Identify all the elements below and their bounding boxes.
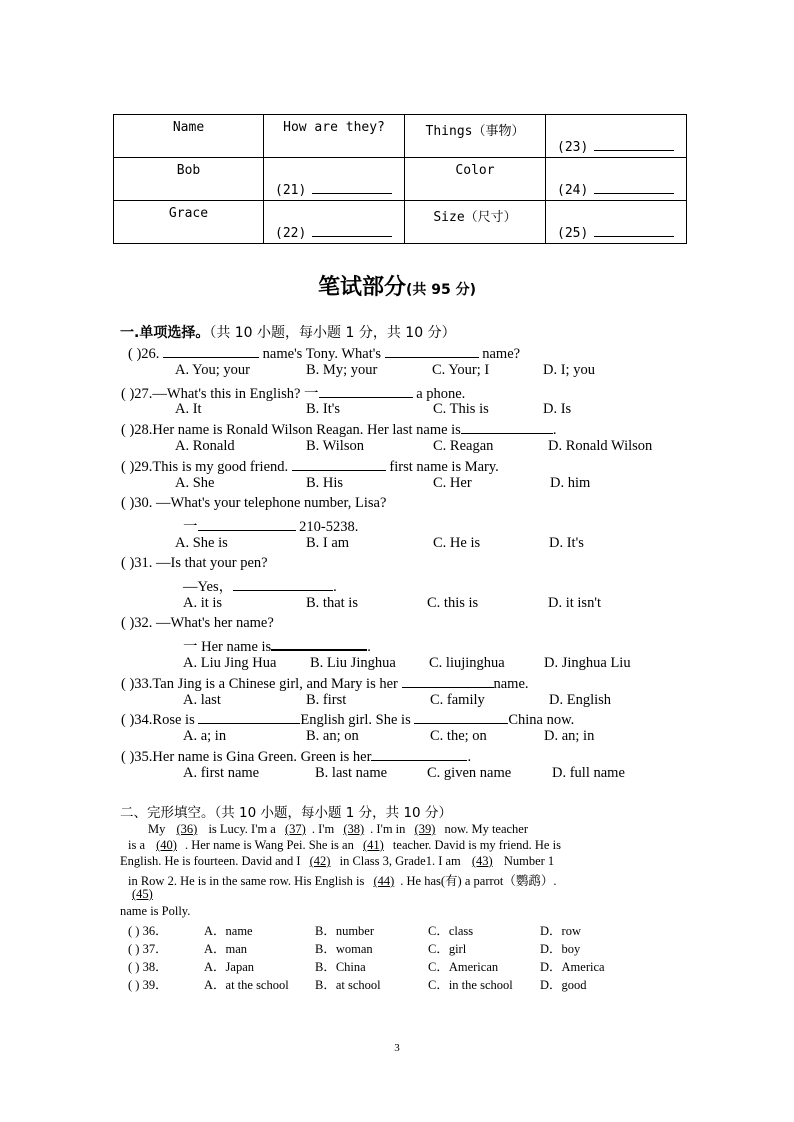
option-d[interactable]: D. an; in bbox=[544, 728, 595, 744]
blank-24-label: (24) bbox=[557, 183, 589, 198]
option-c[interactable]: C．class bbox=[428, 924, 474, 938]
question-text: —What's this in English? 一 bbox=[152, 386, 319, 402]
table-cell bbox=[264, 115, 405, 158]
option-b[interactable]: B．woman bbox=[315, 942, 373, 956]
blank-25-label: (25) bbox=[557, 226, 589, 241]
passage-line: English. He is fourteen. David and I (42) in Class 3, Grade1. I am (43) Number 1 bbox=[120, 854, 555, 868]
option-a[interactable]: A. last bbox=[183, 692, 221, 708]
question-text: This is my good friend. bbox=[152, 459, 289, 475]
table-cell bbox=[405, 158, 546, 201]
option-d[interactable]: D. I; you bbox=[543, 362, 595, 378]
question-33 bbox=[121, 674, 529, 693]
question-number: ( )35. bbox=[121, 749, 153, 765]
question-number: ( )27. bbox=[121, 386, 153, 402]
question-number: ( )32. bbox=[121, 615, 153, 631]
question-text: . bbox=[467, 749, 472, 765]
passage-line: My (36) is Lucy. I'm a (37) . I'm (38) . I'm in (39) now. My teacher bbox=[148, 822, 529, 836]
table-cell bbox=[546, 158, 687, 201]
option-a[interactable]: A. first name bbox=[183, 765, 260, 781]
answer-blank[interactable] bbox=[233, 577, 333, 591]
answer-blank[interactable] bbox=[312, 183, 392, 194]
option-a[interactable]: A. Liu Jing Hua bbox=[183, 655, 277, 671]
option-d[interactable]: D．boy bbox=[540, 942, 581, 956]
label-color: Color bbox=[455, 163, 495, 178]
question-26 bbox=[128, 344, 520, 363]
dash: 一 bbox=[183, 519, 198, 535]
answer-blank[interactable] bbox=[163, 344, 259, 358]
option-c[interactable]: C．in the school bbox=[428, 978, 513, 992]
answer-blank[interactable] bbox=[292, 457, 386, 471]
option-c[interactable]: C. He is bbox=[433, 535, 481, 551]
question-34 bbox=[121, 710, 574, 729]
answer-blank[interactable] bbox=[594, 183, 674, 194]
option-b[interactable]: B. that is bbox=[306, 595, 358, 611]
dash: —Yes， bbox=[183, 579, 234, 595]
option-b[interactable]: B. Liu Jinghua bbox=[310, 655, 396, 671]
option-c[interactable]: C. Her bbox=[433, 475, 472, 491]
section1-heading bbox=[120, 322, 456, 342]
table-cell bbox=[405, 201, 546, 244]
answer-blank[interactable] bbox=[385, 344, 479, 358]
question-29 bbox=[121, 457, 499, 476]
question-text: English girl. She is bbox=[300, 712, 411, 728]
question-35 bbox=[121, 747, 471, 766]
question-32 bbox=[121, 615, 274, 632]
table-row bbox=[114, 158, 687, 201]
cloze-blank-45[interactable]: (45) bbox=[132, 887, 153, 901]
option-d[interactable]: D. him bbox=[550, 475, 591, 491]
table-cell bbox=[264, 158, 405, 201]
option-b[interactable]: B．at school bbox=[315, 978, 381, 992]
option-c[interactable]: C. the; on bbox=[430, 728, 487, 744]
question-number: ( )26. bbox=[128, 346, 160, 362]
answer-blank[interactable] bbox=[414, 710, 508, 724]
answer-blank[interactable] bbox=[198, 710, 300, 724]
question-number: ( )28. bbox=[121, 422, 153, 438]
name-grace: Grace bbox=[168, 206, 209, 221]
page-number: 3 bbox=[394, 1042, 400, 1054]
question-text: a phone. bbox=[416, 386, 466, 402]
option-b[interactable]: B. My; your bbox=[306, 362, 378, 378]
table-row bbox=[114, 201, 687, 244]
cloze-question-37: ( ) 37． bbox=[128, 942, 168, 956]
blank-22-label: (22) bbox=[275, 226, 307, 241]
question-31 bbox=[121, 555, 268, 572]
table-cell bbox=[546, 115, 687, 158]
cloze-question-39: ( ) 39． bbox=[128, 978, 168, 992]
option-c[interactable]: C. Your; I bbox=[432, 362, 490, 378]
option-b[interactable]: B．number bbox=[315, 924, 375, 938]
option-b[interactable]: B. Wilson bbox=[306, 438, 364, 454]
question-text: —What's her name? bbox=[156, 615, 274, 631]
option-d[interactable]: D．America bbox=[540, 960, 605, 974]
answer-blank[interactable] bbox=[312, 226, 392, 237]
option-b[interactable]: B. first bbox=[306, 692, 347, 708]
question-text: . bbox=[552, 422, 557, 438]
cloze-blank-41[interactable]: (41) bbox=[362, 838, 384, 852]
option-d[interactable]: D．row bbox=[540, 924, 581, 938]
option-b[interactable]: B．China bbox=[315, 960, 366, 974]
question-text: Her name is Gina Green. Green is her bbox=[152, 749, 372, 765]
question-30-answer-line bbox=[183, 515, 358, 536]
question-text: name. bbox=[493, 676, 529, 692]
header-things: Things（事物） bbox=[425, 124, 525, 139]
option-a[interactable]: A. It bbox=[175, 401, 202, 417]
section-title bbox=[0, 270, 794, 301]
passage-line: name is Polly. bbox=[120, 904, 191, 918]
option-b[interactable]: B. last name bbox=[315, 765, 388, 781]
question-text: —What's your telephone number, Lisa? bbox=[156, 495, 387, 511]
question-text: name? bbox=[482, 346, 521, 362]
answer-blank[interactable] bbox=[371, 747, 467, 761]
option-d[interactable]: D. Is bbox=[543, 401, 572, 417]
title-sub: (共 95 分) bbox=[405, 282, 477, 298]
question-text: Her name is Ronald Wilson Reagan. Her last name is bbox=[152, 422, 461, 438]
table-row bbox=[114, 115, 687, 158]
option-d[interactable]: D. Jinghua Liu bbox=[544, 655, 631, 671]
question-31-answer-line bbox=[183, 575, 337, 596]
table-cell bbox=[114, 158, 264, 201]
answer-blank[interactable] bbox=[198, 517, 296, 531]
label-size: Size（尺寸） bbox=[433, 210, 517, 225]
table-cell bbox=[114, 201, 264, 244]
section2-heading: 二、完形填空。（共 10 小题，每小题 1 分，共 10 分） bbox=[120, 805, 452, 821]
question-number: ( )33. bbox=[121, 676, 153, 692]
option-b[interactable]: B. I am bbox=[306, 535, 350, 551]
option-c[interactable]: C. This is bbox=[433, 401, 489, 417]
option-c[interactable]: C. liujinghua bbox=[429, 655, 505, 671]
option-a[interactable]: A. She is bbox=[175, 535, 228, 551]
name-bob: Bob bbox=[176, 163, 201, 178]
question-number: ( )29. bbox=[121, 459, 153, 475]
question-30 bbox=[121, 495, 386, 512]
option-b[interactable]: B. an; on bbox=[306, 728, 359, 744]
option-b[interactable]: B. It's bbox=[306, 401, 341, 417]
cloze-blank-39[interactable]: (39) bbox=[414, 822, 436, 836]
option-a[interactable]: A. She bbox=[175, 475, 215, 491]
cloze-blank-44[interactable]: (44) bbox=[373, 874, 395, 888]
header-how: How are they? bbox=[283, 120, 385, 135]
option-a[interactable]: A. You; your bbox=[175, 362, 250, 378]
option-d[interactable]: D. It's bbox=[549, 535, 584, 551]
title-main: 笔试部分 bbox=[317, 275, 406, 300]
passage-line: is a (40) . Her name is Wang Pei. She is an (41) teacher. David is my friend. He is bbox=[128, 838, 561, 852]
answer-blank[interactable] bbox=[402, 674, 494, 688]
question-text: 210-5238. bbox=[299, 519, 359, 535]
option-c[interactable]: C．American bbox=[428, 960, 499, 974]
answer-blank[interactable] bbox=[594, 226, 674, 237]
option-a[interactable]: A．at the school bbox=[204, 978, 289, 992]
question-text: China now. bbox=[508, 712, 575, 728]
question-32-answer-line bbox=[183, 635, 371, 656]
section1-heading-bold: 一.单项选择。 bbox=[120, 325, 210, 341]
question-number: ( )30. bbox=[121, 495, 153, 511]
cloze-blank-37[interactable]: (37) bbox=[284, 822, 306, 836]
cloze-blank-40[interactable]: (40) bbox=[156, 838, 177, 852]
option-c[interactable]: C．girl bbox=[428, 942, 467, 956]
option-a[interactable]: A. it is bbox=[183, 595, 223, 611]
blank-21-label: (21) bbox=[275, 183, 307, 198]
question-text: . bbox=[367, 639, 371, 655]
question-28 bbox=[121, 420, 556, 439]
question-text: first name is Mary. bbox=[389, 459, 499, 475]
question-text: Tan Jing is a Chinese girl, and Mary is her bbox=[152, 676, 398, 692]
question-number: ( )31. bbox=[121, 555, 153, 571]
section1-heading-rest: （共 10 小题，每小题 1 分，共 10 分） bbox=[209, 325, 456, 341]
option-c[interactable]: C. this is bbox=[427, 595, 479, 611]
passage-line: in Row 2. He is in the same row. His English is (44) . He has(有) a parrot（鹦鹉）. bbox=[128, 874, 557, 888]
cloze-blank-38[interactable]: (38) bbox=[343, 822, 365, 836]
question-27 bbox=[121, 382, 465, 403]
option-d[interactable]: D. full name bbox=[552, 765, 625, 781]
table-cell bbox=[114, 115, 264, 158]
answer-blank[interactable] bbox=[271, 636, 367, 651]
option-b[interactable]: B. His bbox=[306, 475, 344, 491]
cloze-blank-42[interactable]: (42) bbox=[309, 854, 331, 868]
header-name: Name bbox=[172, 120, 205, 135]
option-d[interactable]: D．good bbox=[540, 978, 587, 992]
passage-line bbox=[120, 887, 165, 902]
cloze-blank-36[interactable]: (36) bbox=[176, 822, 198, 836]
question-number: ( )34. bbox=[121, 712, 153, 728]
info-table bbox=[113, 114, 687, 244]
answer-blank[interactable] bbox=[461, 420, 553, 434]
table-cell bbox=[405, 115, 546, 158]
table-cell bbox=[264, 201, 405, 244]
answer-blank[interactable] bbox=[594, 140, 674, 151]
option-c[interactable]: C. given name bbox=[427, 765, 512, 781]
option-c[interactable]: C. family bbox=[430, 692, 485, 708]
table-cell bbox=[546, 201, 687, 244]
option-a[interactable]: A．name bbox=[204, 924, 253, 938]
blank-23-label: (23) bbox=[557, 140, 589, 155]
answer-blank[interactable] bbox=[319, 384, 413, 398]
option-d[interactable]: D. it isn't bbox=[548, 595, 601, 611]
cloze-question-36: ( ) 36． bbox=[128, 924, 168, 938]
question-text: 一 Her name is bbox=[183, 639, 272, 655]
question-text: —Is that your pen? bbox=[156, 555, 268, 571]
option-d[interactable]: D. English bbox=[549, 692, 612, 708]
question-text: Rose is bbox=[152, 712, 195, 728]
option-d[interactable]: D. Ronald Wilson bbox=[548, 438, 653, 454]
option-a[interactable]: A. Ronald bbox=[175, 438, 235, 454]
option-a[interactable]: A．Japan bbox=[204, 960, 254, 974]
option-a[interactable]: A. a; in bbox=[183, 728, 227, 744]
cloze-question-38: ( ) 38． bbox=[128, 960, 168, 974]
option-c[interactable]: C. Reagan bbox=[433, 438, 494, 454]
option-a[interactable]: A．man bbox=[204, 942, 248, 956]
question-text: . bbox=[333, 579, 337, 595]
cloze-blank-43[interactable]: (43) bbox=[471, 854, 493, 868]
question-text: name's Tony. What's bbox=[262, 346, 381, 362]
